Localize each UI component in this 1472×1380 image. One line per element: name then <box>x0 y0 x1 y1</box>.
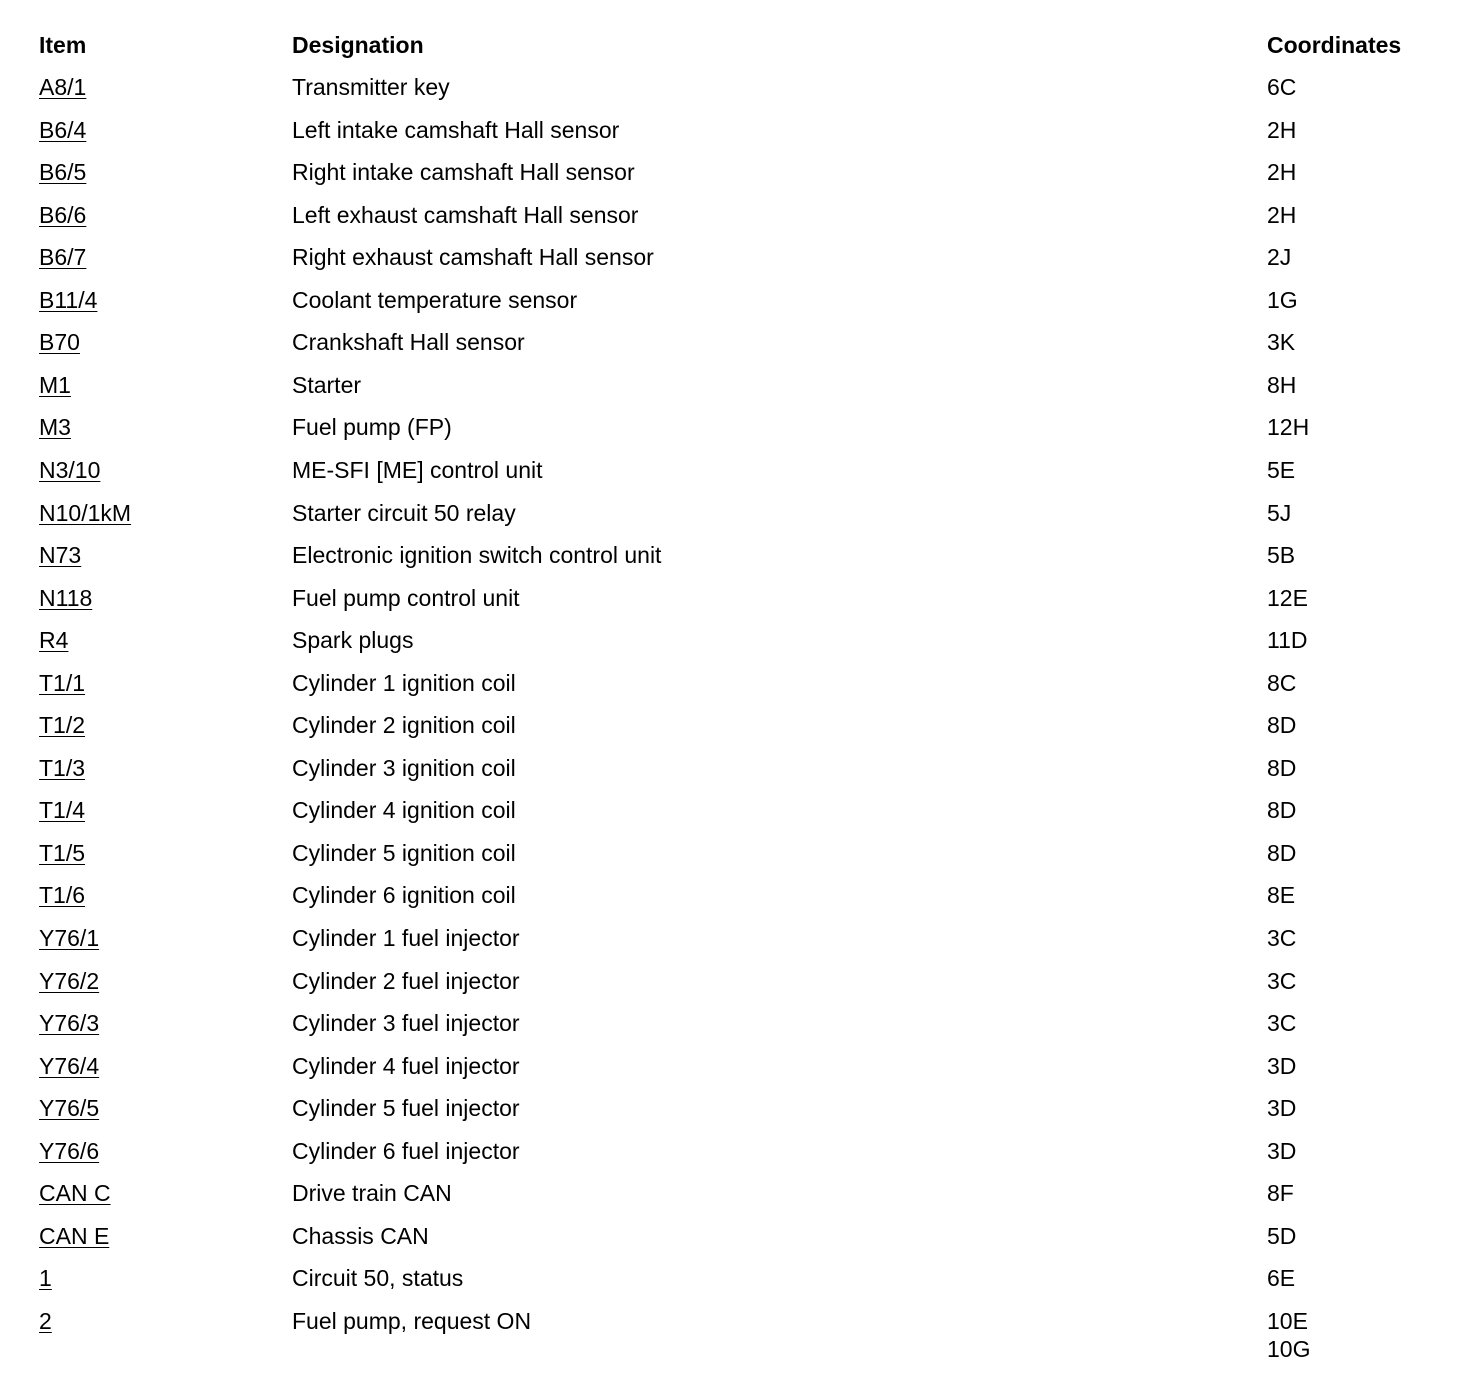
item-cell <box>39 243 86 271</box>
coordinate-value: 3C <box>1267 968 1297 994</box>
table-row <box>0 116 1472 158</box>
coordinate-value: 3D <box>1267 1138 1297 1164</box>
coordinate-value: 3D <box>1267 1053 1297 1079</box>
coordinate-value: 3K <box>1267 329 1296 355</box>
item-link[interactable]: A8/1 <box>39 74 87 100</box>
item-cell <box>39 1222 109 1250</box>
item-link[interactable]: T1/4 <box>39 797 86 823</box>
item-cell <box>39 1137 99 1165</box>
table-row <box>0 1222 1472 1264</box>
coordinates-cell <box>1267 1264 1295 1292</box>
coordinate-value: 5J <box>1267 500 1292 526</box>
item-cell <box>39 584 92 612</box>
item-link[interactable]: B6/7 <box>39 244 87 270</box>
coordinate-value: 8D <box>1267 797 1297 823</box>
coordinate-value: 12E <box>1267 585 1308 611</box>
item-cell <box>39 1179 111 1207</box>
coordinate-value: 8E <box>1267 882 1296 908</box>
coordinates-cell <box>1267 116 1296 144</box>
designation-cell: Fuel pump control unit <box>292 585 520 611</box>
designation-cell: Fuel pump, request ON <box>292 1308 532 1334</box>
item-cell <box>39 881 85 909</box>
coordinates-cell <box>1267 243 1291 271</box>
table-row <box>0 243 1472 285</box>
item-link[interactable]: T1/6 <box>39 882 86 908</box>
table-row <box>0 286 1472 328</box>
item-cell <box>39 839 85 867</box>
item-cell <box>39 413 71 441</box>
designation-cell: Left intake camshaft Hall sensor <box>292 117 620 143</box>
table-row <box>0 158 1472 200</box>
table-row <box>0 1009 1472 1051</box>
coordinates-cell <box>1267 711 1296 739</box>
coordinates-cell <box>1267 201 1296 229</box>
table-row <box>0 456 1472 498</box>
coordinate-value: 3C <box>1267 925 1297 951</box>
table-row <box>0 1179 1472 1221</box>
item-link[interactable]: B70 <box>39 329 80 355</box>
table-row <box>0 541 1472 583</box>
item-cell <box>39 371 71 399</box>
designation-cell: Drive train CAN <box>292 1180 452 1206</box>
table-row <box>0 73 1472 115</box>
table-row <box>0 881 1472 923</box>
designation-cell: Spark plugs <box>292 627 414 653</box>
item-link[interactable]: B6/6 <box>39 202 87 228</box>
item-link[interactable]: Y76/2 <box>39 968 100 994</box>
table-row <box>0 328 1472 370</box>
table-row <box>0 1094 1472 1136</box>
item-link[interactable]: T1/5 <box>39 840 86 866</box>
item-link[interactable]: T1/3 <box>39 755 86 781</box>
header-coordinates: Coordinates <box>1267 32 1402 58</box>
item-cell <box>39 201 86 229</box>
item-cell <box>39 1307 52 1335</box>
coordinates-cell <box>1267 158 1296 186</box>
item-link[interactable]: Y76/6 <box>39 1138 100 1164</box>
designation-cell: Cylinder 3 fuel injector <box>292 1010 520 1036</box>
table-row <box>0 371 1472 413</box>
header-item: Item <box>39 32 87 58</box>
table-row <box>0 626 1472 668</box>
item-cell <box>39 754 85 782</box>
designation-cell: Right exhaust camshaft Hall sensor <box>292 244 654 270</box>
item-cell <box>39 626 68 654</box>
designation-cell: Starter <box>292 372 362 398</box>
item-cell <box>39 1052 99 1080</box>
coordinates-cell <box>1267 754 1296 782</box>
table-row <box>0 413 1472 455</box>
coordinates-cell <box>1267 1009 1296 1037</box>
coordinate-value: 12H <box>1267 414 1310 440</box>
table-row <box>0 711 1472 753</box>
coordinates-cell <box>1267 626 1308 654</box>
coordinate-value: 8D <box>1267 840 1297 866</box>
coordinates-cell <box>1267 1179 1294 1207</box>
coordinates-cell <box>1267 967 1296 995</box>
designation-cell: Left exhaust camshaft Hall sensor <box>292 202 639 228</box>
item-link[interactable]: Y76/3 <box>39 1010 100 1036</box>
coordinates-cell <box>1267 286 1298 314</box>
coordinate-value: 6E <box>1267 1265 1296 1291</box>
item-cell <box>39 1094 99 1122</box>
coordinate-value: 5D <box>1267 1223 1297 1249</box>
coordinate-value: 2H <box>1267 159 1297 185</box>
table-row <box>0 924 1472 966</box>
coordinates-cell <box>1267 1052 1296 1080</box>
item-link[interactable]: CAN C <box>39 1180 111 1206</box>
coordinate-value: 1G <box>1267 287 1298 313</box>
designation-cell: Crankshaft Hall sensor <box>292 329 525 355</box>
table-row <box>0 1307 1472 1362</box>
table-row <box>0 754 1472 796</box>
coordinates-cell <box>1267 1307 1310 1363</box>
item-cell <box>39 796 85 824</box>
item-cell <box>39 456 100 484</box>
designation-cell: Chassis CAN <box>292 1223 429 1249</box>
designation-cell: Cylinder 4 fuel injector <box>292 1053 520 1079</box>
coordinate-value: 8F <box>1267 1180 1294 1206</box>
item-link[interactable]: Y76/4 <box>39 1053 100 1079</box>
table-row <box>0 796 1472 838</box>
item-link[interactable]: T1/1 <box>39 670 86 696</box>
item-link[interactable]: B6/4 <box>39 117 87 143</box>
designation-cell: Fuel pump (FP) <box>292 414 452 440</box>
designation-cell: Cylinder 2 ignition coil <box>292 712 516 738</box>
designation-cell: Right intake camshaft Hall sensor <box>292 159 635 185</box>
coordinates-cell <box>1267 1094 1296 1122</box>
coordinates-cell <box>1267 881 1295 909</box>
item-cell <box>39 1264 52 1292</box>
coordinates-cell <box>1267 413 1309 441</box>
item-link[interactable]: B11/4 <box>39 287 98 313</box>
item-cell <box>39 669 85 697</box>
coordinate-value: 5E <box>1267 457 1296 483</box>
coordinates-cell <box>1267 924 1296 952</box>
coordinate-value: 5B <box>1267 542 1296 568</box>
item-cell <box>39 967 99 995</box>
designation-cell: Cylinder 4 ignition coil <box>292 797 516 823</box>
coordinates-cell <box>1267 584 1308 612</box>
coordinates-cell <box>1267 839 1296 867</box>
table-row <box>0 967 1472 1009</box>
coordinates-cell <box>1267 1222 1296 1250</box>
item-cell <box>39 328 80 356</box>
coordinate-value: 8H <box>1267 372 1297 398</box>
coordinates-cell <box>1267 669 1296 697</box>
coordinates-cell <box>1267 328 1295 356</box>
coordinates-cell <box>1267 796 1296 824</box>
item-link[interactable]: CAN E <box>39 1223 110 1249</box>
designation-cell: Cylinder 5 fuel injector <box>292 1095 520 1121</box>
item-link[interactable]: N118 <box>39 585 93 611</box>
item-cell <box>39 541 81 569</box>
item-cell <box>39 499 131 527</box>
table-row <box>0 1264 1472 1306</box>
item-link[interactable]: B6/5 <box>39 159 87 185</box>
item-link[interactable]: Y76/1 <box>39 925 100 951</box>
item-cell <box>39 286 97 314</box>
coordinate-value: 8D <box>1267 755 1297 781</box>
designation-cell: Circuit 50, status <box>292 1265 464 1291</box>
item-link[interactable]: 1 <box>39 1265 52 1291</box>
table-row <box>0 669 1472 711</box>
coordinates-cell <box>1267 371 1296 399</box>
coordinate-value: 10E <box>1267 1308 1308 1334</box>
coordinate-value: 10G <box>1267 1336 1311 1362</box>
coordinates-cell <box>1267 499 1291 527</box>
coordinate-value: 2H <box>1267 117 1297 143</box>
coordinates-cell <box>1267 73 1296 101</box>
item-link[interactable]: T1/2 <box>39 712 86 738</box>
item-link[interactable]: M1 <box>39 372 71 398</box>
coordinates-cell <box>1267 541 1295 569</box>
coordinate-value: 3C <box>1267 1010 1297 1036</box>
coordinate-value: 3D <box>1267 1095 1297 1121</box>
item-cell <box>39 158 86 186</box>
designation-cell: Electronic ignition switch control unit <box>292 542 662 568</box>
coordinate-value: 8D <box>1267 712 1297 738</box>
table-row <box>0 839 1472 881</box>
item-link[interactable]: R4 <box>39 627 69 653</box>
designation-cell: Cylinder 3 ignition coil <box>292 755 516 781</box>
designation-cell: ME-SFI [ME] control unit <box>292 457 543 483</box>
item-link[interactable]: Y76/5 <box>39 1095 100 1121</box>
table-row <box>0 1052 1472 1094</box>
coordinate-value: 6C <box>1267 74 1297 100</box>
item-link[interactable]: M3 <box>39 414 71 440</box>
designation-cell: Starter circuit 50 relay <box>292 500 516 526</box>
item-cell <box>39 1009 99 1037</box>
item-cell <box>39 73 86 101</box>
coordinate-value: 11D <box>1267 627 1308 653</box>
designation-cell: Cylinder 6 ignition coil <box>292 882 516 908</box>
item-cell <box>39 924 99 952</box>
table-row <box>0 201 1472 243</box>
coordinate-value: 8C <box>1267 670 1297 696</box>
designation-cell: Transmitter key <box>292 74 450 100</box>
header-designation: Designation <box>292 32 424 58</box>
coordinates-cell <box>1267 456 1295 484</box>
designation-cell: Cylinder 1 ignition coil <box>292 670 516 696</box>
item-cell <box>39 116 86 144</box>
designation-cell: Cylinder 2 fuel injector <box>292 968 520 994</box>
item-link[interactable]: 2 <box>39 1308 52 1334</box>
designation-cell: Coolant temperature sensor <box>292 287 578 313</box>
coordinate-value: 2H <box>1267 202 1297 228</box>
item-link[interactable]: N3/10 <box>39 457 101 483</box>
table-row <box>0 1137 1472 1179</box>
table-row <box>0 584 1472 626</box>
item-cell <box>39 711 85 739</box>
item-link[interactable]: N73 <box>39 542 82 568</box>
designation-cell: Cylinder 5 ignition coil <box>292 840 516 866</box>
designation-cell: Cylinder 6 fuel injector <box>292 1138 520 1164</box>
coordinate-value: 2J <box>1267 244 1292 270</box>
designation-cell: Cylinder 1 fuel injector <box>292 925 520 951</box>
item-link[interactable]: N10/1kM <box>39 500 132 526</box>
coordinates-cell <box>1267 1137 1296 1165</box>
table-row <box>0 499 1472 541</box>
